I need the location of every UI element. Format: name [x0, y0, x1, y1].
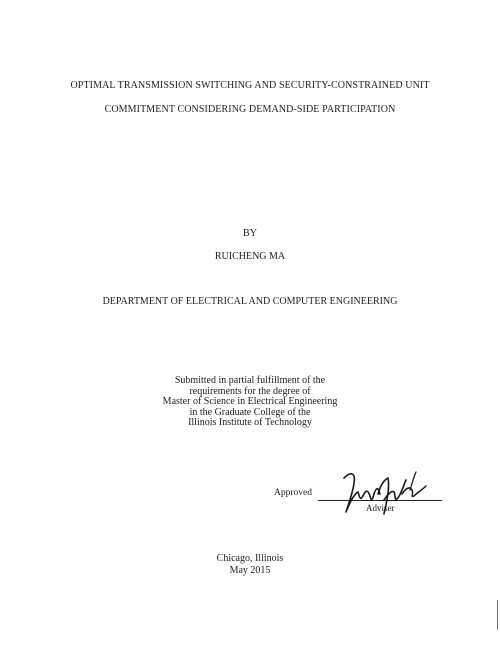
submission-line-3: Master of Science in Electrical Engineering: [162, 396, 338, 407]
submission-line-2: requirements for the degree of: [189, 385, 311, 397]
adviser-label: Adviser: [366, 503, 395, 513]
approved-label: Approved: [274, 488, 312, 498]
scan-edge-mark: [497, 600, 498, 630]
submission-line-4: in the Graduate College of the: [189, 406, 311, 418]
adviser-signature: [338, 464, 434, 516]
thesis-title-line-1: OPTIMAL TRANSMISSION SWITCHING AND SECURITY-CONSTRAINED UNIT: [70, 80, 430, 91]
submission-date: May 2015: [229, 565, 271, 576]
submission-line-1: Submitted in partial fulfillment of the: [174, 375, 326, 386]
approval-block: [270, 460, 450, 520]
department-name: DEPARTMENT OF ELECTRICAL AND COMPUTER ENGINEERING: [102, 296, 398, 307]
author-name: RUICHENG MA: [214, 251, 286, 262]
by-label: BY: [243, 228, 257, 239]
submission-line-5: Illinois Institute of Technology: [188, 417, 312, 428]
thesis-title-line-2: COMMITMENT CONSIDERING DEMAND-SIDE PARTICIPATION: [104, 104, 396, 115]
location: Chicago, Illinois: [216, 553, 284, 564]
